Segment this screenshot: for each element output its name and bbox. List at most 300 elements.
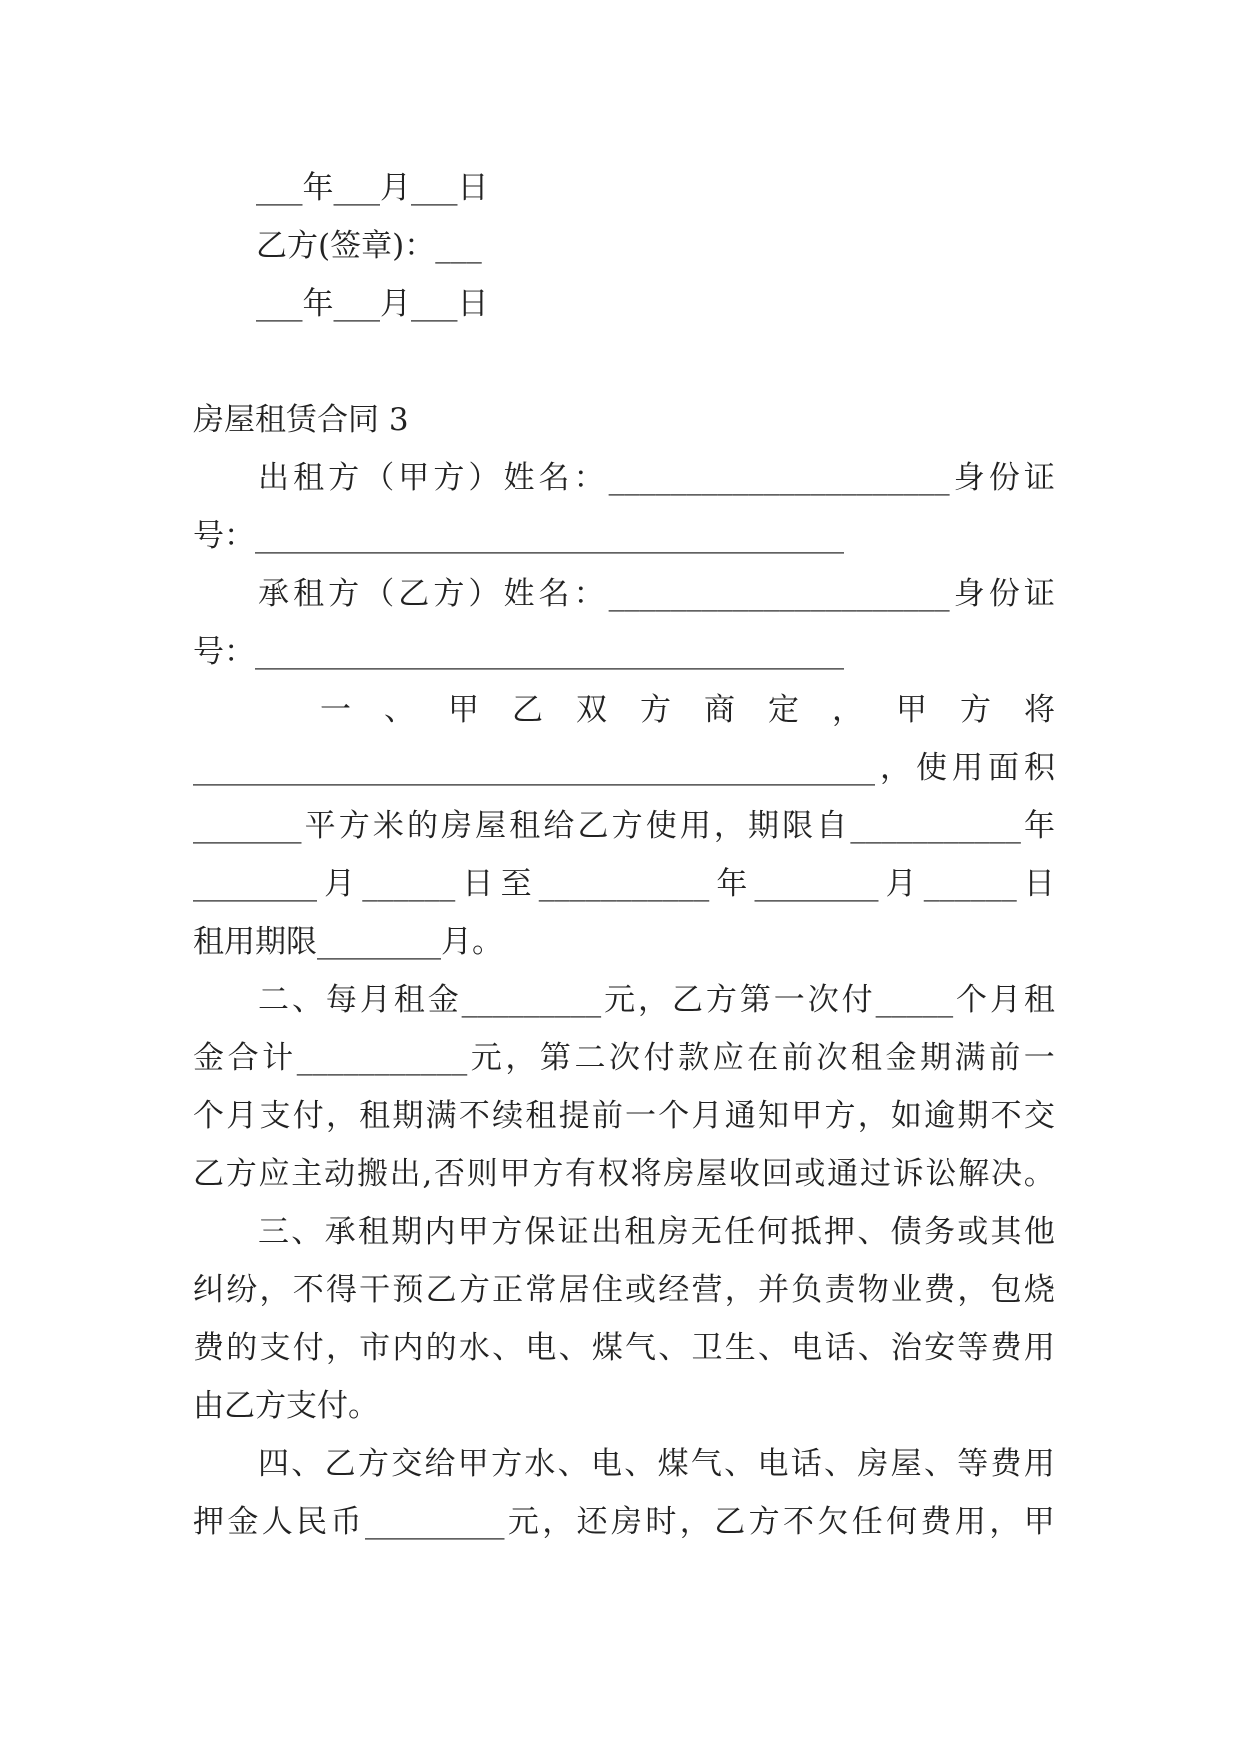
text-segment: 前	[591, 1098, 623, 1134]
text-segment: 用	[1023, 1330, 1055, 1366]
clause-3-line-4: 由乙方支付。	[193, 1388, 379, 1424]
text-segment: _________	[364, 1504, 505, 1540]
text-segment: 屋	[696, 1156, 728, 1192]
text-segment: 责	[824, 1272, 856, 1308]
text-segment: （	[363, 576, 395, 612]
text-segment: 乙	[398, 576, 430, 612]
text-segment: 付	[292, 1098, 324, 1134]
text-segment: 方	[960, 692, 991, 728]
text-segment: 气	[690, 1446, 722, 1482]
clause-1-line-5: 租用期限________月。	[193, 924, 503, 960]
text-segment: 乙	[193, 1156, 224, 1192]
clause-1-line-2	[193, 748, 1055, 788]
text-segment: 将	[1024, 692, 1055, 728]
text-segment: 包	[990, 1272, 1022, 1308]
text-segment: 月	[885, 866, 917, 902]
text-segment: 方	[328, 576, 360, 612]
text-segment: 金	[193, 1040, 224, 1076]
text-segment: 将	[630, 1156, 662, 1192]
text-segment: ，	[259, 1272, 291, 1308]
text-segment: 乙	[324, 1446, 356, 1482]
text-segment: 押	[193, 1504, 224, 1540]
text-segment: 、	[857, 1330, 889, 1366]
text-segment: 保	[524, 1214, 556, 1250]
text-segment: 在	[747, 1040, 779, 1076]
text-segment: 方	[491, 1214, 523, 1250]
text-segment: 逾	[924, 1098, 956, 1134]
text-segment: 营	[691, 1272, 723, 1308]
text-segment: 身	[953, 460, 985, 496]
text-segment: ，	[989, 1504, 1021, 1540]
text-segment: ___________	[296, 1040, 468, 1076]
text-segment: 给	[543, 808, 575, 844]
text-segment: 个	[658, 1098, 690, 1134]
clause-2-line-3	[193, 1096, 1055, 1136]
text-segment: 方	[611, 808, 643, 844]
text-segment: 押	[824, 1214, 856, 1250]
text-segment: 费	[990, 1330, 1022, 1366]
text-segment: 煤	[591, 1330, 623, 1366]
text-segment: 房	[611, 1504, 643, 1540]
text-segment: 租	[850, 1040, 882, 1076]
text-segment: 交	[1023, 1098, 1055, 1134]
text-segment: 名	[538, 460, 570, 496]
text-segment: 等	[957, 1330, 989, 1366]
text-segment: 内	[392, 1330, 424, 1366]
text-segment: 安	[924, 1330, 956, 1366]
text-segment: 方	[824, 1098, 856, 1134]
text-segment: 、	[384, 692, 415, 728]
text-segment: 债	[890, 1214, 922, 1250]
text-segment: 费	[193, 1330, 224, 1366]
clause-4-line-2	[193, 1502, 1055, 1542]
text-segment: 还	[576, 1504, 608, 1540]
text-segment: 出	[258, 460, 289, 496]
text-segment: 租	[1023, 982, 1055, 1018]
text-segment: 水	[458, 1330, 490, 1366]
text-segment: 方	[640, 692, 671, 728]
text-segment: ：	[573, 460, 605, 496]
text-segment: 方	[433, 460, 465, 496]
text-segment: 定	[768, 692, 799, 728]
text-segment: 积	[1024, 750, 1055, 786]
text-segment: 、	[824, 1446, 856, 1482]
text-segment: 方	[433, 576, 465, 612]
text-segment: 月	[324, 866, 356, 902]
text-segment: 租	[509, 808, 541, 844]
text-segment: 回	[761, 1156, 793, 1192]
text-segment: 付	[643, 1040, 675, 1076]
text-segment: 、	[291, 1214, 323, 1250]
text-segment: 不	[782, 1504, 814, 1540]
text-segment: 租	[357, 1214, 389, 1250]
lessee-line-1	[258, 574, 1055, 614]
text-segment: 二	[574, 1040, 606, 1076]
text-segment: 一	[773, 982, 805, 1018]
text-segment: 名	[538, 576, 570, 612]
text-segment: 何	[757, 1214, 789, 1250]
text-segment: 租	[293, 576, 325, 612]
text-segment: ________	[754, 866, 879, 902]
text-segment: 甲	[398, 460, 430, 496]
clause-2-line-1	[258, 980, 1055, 1020]
text-segment: 、	[291, 982, 323, 1018]
text-segment: 使	[645, 808, 677, 844]
text-segment: 方	[491, 1446, 523, 1482]
text-segment: 前	[781, 1040, 813, 1076]
text-segment: 决	[991, 1156, 1022, 1192]
text-segment: _________	[461, 982, 602, 1018]
text-segment: 乙	[577, 808, 609, 844]
text-segment: 方	[748, 1504, 780, 1540]
text-segment: ___________	[850, 808, 1021, 844]
text-segment: 不	[990, 1098, 1022, 1134]
text-segment: ：	[573, 576, 605, 612]
text-segment: 份	[988, 460, 1020, 496]
text-segment: 时	[645, 1504, 677, 1540]
text-segment: 第	[539, 1040, 571, 1076]
text-segment: 不	[292, 1272, 324, 1308]
text-segment: ，	[957, 1272, 989, 1308]
text-segment: ，	[325, 1098, 357, 1134]
clause-1-line-3	[193, 806, 1055, 846]
text-segment: 月	[359, 982, 391, 1018]
text-segment: 金	[427, 982, 459, 1018]
text-segment: 双	[576, 692, 607, 728]
text-segment: 烧	[1023, 1272, 1055, 1308]
text-segment: 方	[357, 1446, 389, 1482]
lessor-line-1	[258, 458, 1055, 498]
text-segment: 、	[492, 1330, 524, 1366]
clause-2-line-2	[193, 1038, 1055, 1078]
text-segment: 的	[406, 808, 438, 844]
text-segment: 过	[859, 1156, 891, 1192]
text-segment: 元	[470, 1040, 502, 1076]
text-segment: 甲	[457, 1446, 489, 1482]
text-segment: 用	[1023, 1446, 1055, 1482]
text-segment: 电	[791, 1330, 823, 1366]
text-segment: 身	[953, 576, 985, 612]
text-segment: 续	[492, 1098, 524, 1134]
text-segment: ）	[468, 460, 500, 496]
text-segment: 话	[790, 1446, 822, 1482]
text-segment: 日	[462, 866, 494, 902]
text-segment: 的	[226, 1330, 258, 1366]
text-segment: 或	[625, 1272, 657, 1308]
text-segment: 动	[324, 1156, 356, 1192]
text-segment: 市	[359, 1330, 391, 1366]
text-segment: 费	[924, 1272, 956, 1308]
text-segment: 、	[658, 1330, 690, 1366]
text-segment: 付	[292, 1330, 324, 1366]
text-segment: 负	[791, 1272, 823, 1308]
text-segment: 并	[757, 1272, 789, 1308]
text-segment: 知	[757, 1098, 789, 1134]
text-segment: 等	[957, 1446, 989, 1482]
text-segment: 。	[1023, 1156, 1055, 1192]
text-segment: 证	[557, 1214, 589, 1250]
text-segment: 支	[259, 1098, 291, 1134]
text-segment: 自	[816, 808, 848, 844]
text-segment: ，	[713, 808, 745, 844]
text-segment: 电	[590, 1446, 622, 1482]
text-segment: 房	[441, 808, 473, 844]
text-segment: 否	[433, 1156, 465, 1192]
text-segment: 讼	[925, 1156, 957, 1192]
lessee-line-2: 号：______________________________________	[193, 634, 844, 670]
clause-4-line-1	[258, 1444, 1055, 1484]
text-segment: 民	[296, 1504, 328, 1540]
text-segment: 、	[624, 1446, 656, 1482]
text-segment: ,	[422, 1156, 433, 1192]
text-segment: ，	[679, 1504, 711, 1540]
text-segment: ______	[923, 866, 1017, 902]
text-segment: 有	[565, 1156, 597, 1192]
text-segment: 乙	[512, 692, 543, 728]
text-segment: 纠	[193, 1272, 224, 1308]
text-segment: 抵	[790, 1214, 822, 1250]
text-segment: 甲	[499, 1156, 531, 1192]
text-segment: 任	[851, 1504, 883, 1540]
text-segment: 日	[1023, 866, 1055, 902]
text-segment: 个	[193, 1098, 224, 1134]
text-segment: （	[363, 460, 395, 496]
text-segment: 如	[890, 1098, 922, 1134]
text-segment: 次	[609, 1040, 640, 1076]
text-segment: 次	[807, 982, 839, 1018]
text-segment: ）	[468, 576, 500, 612]
text-segment: 甲	[448, 692, 479, 728]
text-segment: 支	[259, 1330, 291, 1366]
text-segment: 、	[558, 1330, 590, 1366]
text-segment: ______	[362, 866, 456, 902]
text-segment: 用	[679, 808, 711, 844]
text-segment: 方	[532, 1156, 564, 1192]
text-segment: 方	[705, 982, 737, 1018]
text-segment: 、	[757, 1330, 789, 1366]
text-segment: 元	[604, 982, 636, 1018]
text-segment: 四	[258, 1446, 289, 1482]
text-segment: 年	[716, 866, 748, 902]
text-segment: 至	[500, 866, 532, 902]
text-segment: 乙	[714, 1504, 746, 1540]
text-segment: 租	[624, 1214, 656, 1250]
text-segment: 气	[625, 1330, 657, 1366]
text-segment: 物	[857, 1272, 889, 1308]
text-segment: 、	[557, 1446, 589, 1482]
text-segment: 甲	[1023, 1504, 1055, 1540]
text-segment: 解	[958, 1156, 990, 1192]
text-segment: 第	[739, 982, 771, 1018]
text-segment: 一	[320, 692, 351, 728]
signature-date-1: ___年___月___日	[256, 170, 489, 206]
text-segment: 内	[424, 1214, 456, 1250]
text-segment: 的	[425, 1330, 457, 1366]
text-segment: 份	[988, 576, 1020, 612]
text-segment: 期	[748, 808, 780, 844]
text-segment: _____	[875, 982, 954, 1018]
text-segment: 使	[916, 750, 947, 786]
text-segment: ，	[325, 1330, 357, 1366]
text-segment: 应	[258, 1156, 290, 1192]
text-segment: ，	[724, 1272, 756, 1308]
text-segment: _______	[193, 808, 302, 844]
text-segment: 平	[304, 808, 336, 844]
text-segment: 话	[824, 1330, 856, 1366]
text-segment: 务	[923, 1214, 955, 1250]
text-segment: 一	[625, 1098, 657, 1134]
text-segment: 金	[227, 1504, 259, 1540]
text-segment: 证	[1023, 576, 1055, 612]
text-segment: 付	[841, 982, 873, 1018]
text-segment: 卫	[691, 1330, 723, 1366]
text-segment: 通	[724, 1098, 756, 1134]
text-segment: 甲	[457, 1214, 489, 1250]
text-segment: 、	[724, 1446, 756, 1482]
text-segment: ______________________	[608, 460, 950, 496]
text-segment: ，	[638, 982, 669, 1018]
text-segment: 治	[890, 1330, 922, 1366]
text-segment: 金	[885, 1040, 917, 1076]
text-segment: 水	[524, 1446, 556, 1482]
text-segment: 交	[391, 1446, 423, 1482]
text-segment: 合	[227, 1040, 259, 1076]
text-segment: 次	[816, 1040, 848, 1076]
text-segment: 纷	[226, 1272, 258, 1308]
text-segment: 满	[425, 1098, 457, 1134]
text-segment: 租	[393, 982, 425, 1018]
text-segment: 房	[663, 1156, 695, 1192]
text-segment: 屋	[475, 808, 507, 844]
text-segment: 、	[857, 1214, 889, 1250]
text-segment: ，	[832, 692, 863, 728]
text-segment: 住	[591, 1272, 623, 1308]
text-segment: 业	[890, 1272, 922, 1308]
clause-1-line-4	[193, 864, 1055, 904]
text-segment: 不	[458, 1098, 490, 1134]
signature-date-2: ___年___月___日	[256, 286, 489, 322]
text-segment: 权	[597, 1156, 629, 1192]
text-segment: 年	[1023, 808, 1055, 844]
text-segment: 人	[261, 1504, 293, 1540]
text-segment: 或	[957, 1214, 989, 1250]
text-segment: 三	[258, 1214, 289, 1250]
text-segment: 期	[957, 1098, 989, 1134]
text-segment: 甲	[896, 692, 927, 728]
clause-2-line-4	[193, 1154, 1055, 1194]
text-segment: 收	[728, 1156, 760, 1192]
text-segment: 电	[525, 1330, 557, 1366]
text-segment: 诉	[892, 1156, 924, 1192]
clause-1-line-1	[320, 690, 1055, 730]
text-segment: 期	[391, 1214, 423, 1250]
text-segment: 、	[923, 1446, 955, 1482]
text-segment: 每	[325, 982, 357, 1018]
text-segment: 计	[262, 1040, 294, 1076]
text-segment: 前	[989, 1040, 1021, 1076]
text-segment: 经	[658, 1272, 690, 1308]
text-segment: 费	[920, 1504, 952, 1540]
text-segment: 屋	[890, 1446, 922, 1482]
text-segment: 其	[990, 1214, 1022, 1250]
text-segment: 居	[558, 1272, 590, 1308]
text-segment: 通	[827, 1156, 859, 1192]
text-segment: 得	[325, 1272, 357, 1308]
text-segment: 则	[466, 1156, 498, 1192]
text-segment: 姓	[503, 460, 535, 496]
text-segment: 出	[389, 1156, 421, 1192]
text-segment: 甲	[791, 1098, 823, 1134]
text-segment: 租	[359, 1098, 391, 1134]
text-segment: 费	[990, 1446, 1022, 1482]
text-segment: 元	[507, 1504, 539, 1540]
text-segment: 他	[1023, 1214, 1055, 1250]
party-b-signature: 乙方(签章)：___	[256, 228, 482, 264]
text-segment: 限	[782, 808, 814, 844]
text-segment: 方	[458, 1272, 490, 1308]
text-segment: 给	[424, 1446, 456, 1482]
text-segment: 方	[225, 1156, 257, 1192]
clause-3-line-3	[193, 1328, 1055, 1368]
text-segment: 承	[258, 576, 289, 612]
text-segment: ，	[505, 1040, 537, 1076]
text-segment: 款	[678, 1040, 710, 1076]
text-segment: 用	[954, 1504, 986, 1540]
text-segment: 租	[525, 1098, 557, 1134]
text-segment: 证	[1023, 460, 1055, 496]
text-segment: 乙	[425, 1272, 457, 1308]
text-segment: 商	[704, 692, 735, 728]
lessor-line-2: 号：______________________________________	[193, 518, 844, 554]
text-segment: 月	[691, 1098, 723, 1134]
text-segment: ，	[880, 750, 911, 786]
text-segment: 一	[1023, 1040, 1055, 1076]
text-segment: 预	[392, 1272, 424, 1308]
text-segment: ___________	[538, 866, 710, 902]
text-segment: 或	[794, 1156, 826, 1192]
text-segment: 方	[338, 808, 370, 844]
clause-3-line-1	[258, 1212, 1055, 1252]
text-segment: 房	[657, 1214, 689, 1250]
text-segment: 搬	[356, 1156, 388, 1192]
text-segment: 生	[724, 1330, 756, 1366]
text-segment: 方	[328, 460, 360, 496]
text-segment: 欠	[817, 1504, 849, 1540]
text-segment: 用	[952, 750, 983, 786]
text-segment: 应	[712, 1040, 744, 1076]
text-segment: 电	[757, 1446, 789, 1482]
text-segment: 提	[558, 1098, 590, 1134]
contract-title: 房屋租赁合同 3	[193, 402, 409, 438]
text-segment: 任	[724, 1214, 756, 1250]
text-segment: 房	[857, 1446, 889, 1482]
text-segment: 币	[330, 1504, 362, 1540]
text-segment: 乙	[671, 982, 703, 1018]
text-segment: 期	[920, 1040, 952, 1076]
text-segment: 个	[956, 982, 987, 1018]
text-segment: 米	[372, 808, 404, 844]
text-segment: 月	[989, 982, 1021, 1018]
text-segment: 面	[988, 750, 1019, 786]
text-segment: ________	[193, 866, 317, 902]
text-segment: ____________________________________________	[193, 750, 875, 786]
text-segment: 期	[392, 1098, 424, 1134]
text-segment: 正	[492, 1272, 524, 1308]
text-segment: 煤	[657, 1446, 689, 1482]
text-segment: ______________________	[608, 576, 950, 612]
text-segment: 何	[886, 1504, 918, 1540]
text-segment: ，	[542, 1504, 574, 1540]
